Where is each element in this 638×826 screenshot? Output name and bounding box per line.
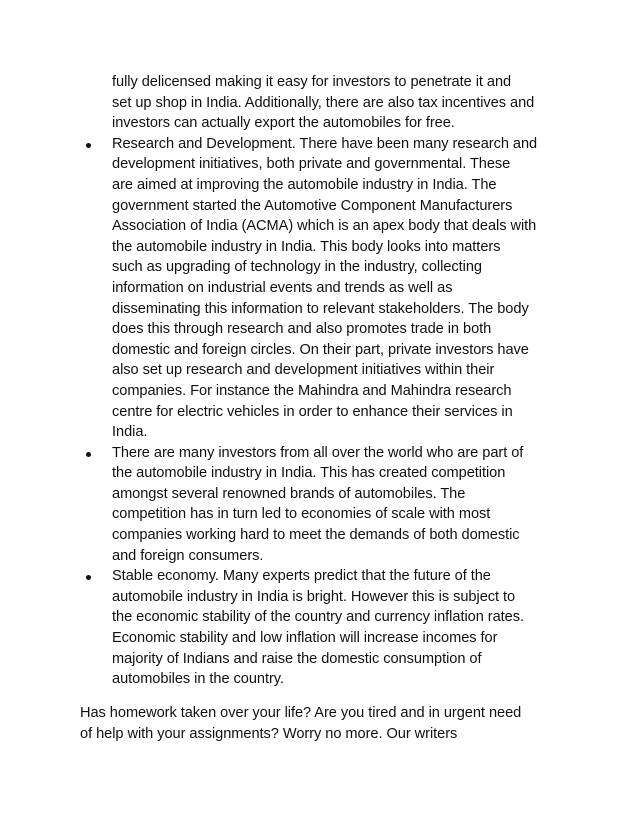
text-line: Has homework taken over your life? Are you tired and in urgent need [80,705,522,721]
text-line: There are many investors from all over the world who are part of [112,444,524,461]
text-line: the automobile industry in India. This body looks into matters [112,238,501,255]
text-line: are aimed at improving the automobile industry in India. The [112,176,497,193]
text-line: such as upgrading of technology in the industry, collecting [112,259,482,276]
text-line: Association of India (ACMA) which is an apex body that deals with [112,218,537,235]
text-line: fully delicensed making it easy for investors to penetrate it and [112,74,512,90]
bullet-icon [86,143,91,148]
list-item [80,443,580,567]
list-item [80,134,580,443]
text-line: disseminating this information to relevant stakeholders. The body [112,300,529,317]
text-line: centre for electric vehicles in order to enhance their services in [112,403,513,420]
text-line: Economic stability and low inflation will increase incomes for [112,630,498,647]
closing-paragraph [80,703,580,744]
text-line: investors can actually export the automobiles for free. [112,115,455,132]
text-line: also set up research and development initiatives within their [112,362,495,379]
text-line: the economic stability of the country and currency inflation rates. [112,609,524,626]
text-line: development initiatives, both private and governmental. These [112,156,511,173]
text-line: domestic and foreign circles. On their part, private investors have [112,341,529,358]
text-line: India. [112,424,148,441]
bullet-list [80,72,580,690]
text-line: and foreign consumers. [112,547,264,564]
list-item [80,72,580,134]
text-line: automobile industry in India is bright. However this is subject to [112,588,516,605]
text-line: majority of Indians and raise the domestic consumption of [112,650,482,667]
text-line: Research and Development. There have been many research and [112,135,538,152]
text-line: of help with your assignments? Worry no more. Our writers [80,725,458,742]
text-line: competition has in turn led to economies of scale with most [112,506,491,523]
text-line: companies. For instance the Mahindra and Mahindra research [112,382,512,399]
text-line: the automobile industry in India. This has created competition [112,465,506,482]
text-line: Stable economy. Many experts predict that the future of the [112,568,491,585]
text-line: does this through research and also promotes trade in both [112,321,492,338]
bullet-icon [86,452,91,457]
text-line: set up shop in India. Additionally, there are also tax incentives and [112,94,535,111]
list-item [80,566,580,690]
text-line: information on industrial events and trends as well as [112,279,453,296]
text-line: government started the Automotive Component Manufacturers [112,197,513,214]
text-line: companies working hard to meet the demands of both domestic [112,527,520,544]
text-line: amongst several renowned brands of automobiles. The [112,485,466,502]
text-line: automobiles in the country. [112,671,284,688]
